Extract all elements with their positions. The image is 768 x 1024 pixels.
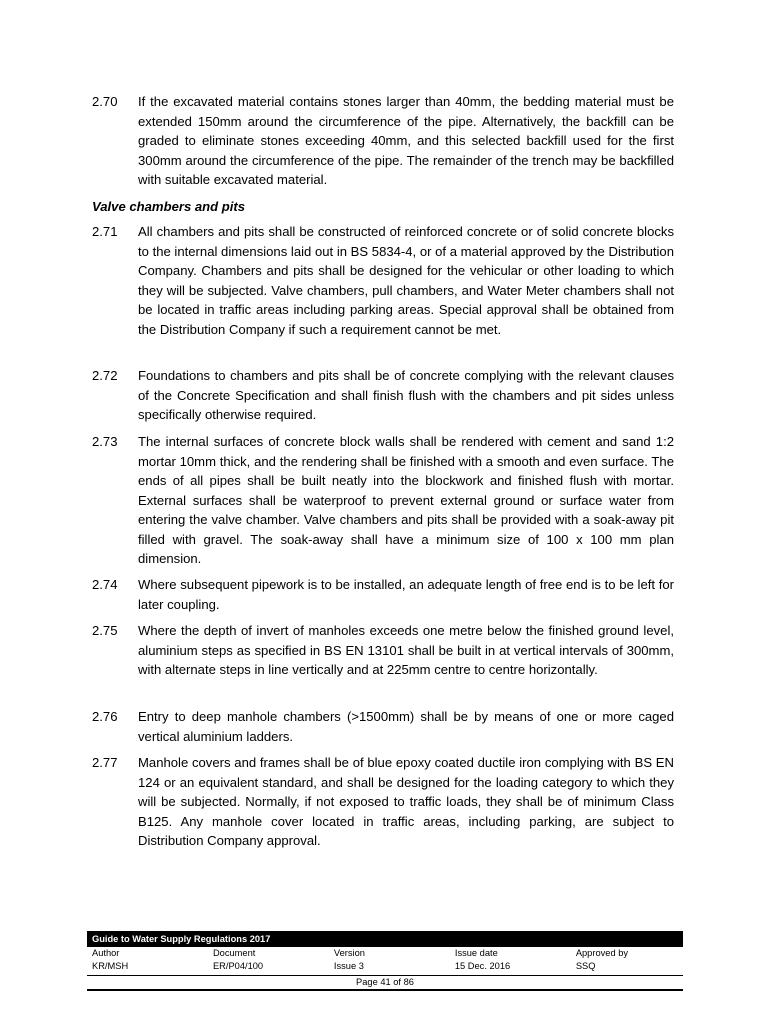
footer-value-version: Issue 3 xyxy=(333,961,364,971)
paragraph-number: 2.75 xyxy=(92,623,118,638)
paragraph-2-77 xyxy=(92,753,674,851)
paragraph-text: Manhole covers and frames shall be of blue epoxy coated ductile iron complying with BS EN 124 or an equivalent standard, and shall be designed for the loading category to which they will be subjected. Normally, if not exposed to traffic loads, they shall be of minimum Class B125. Any manhole cover located in traffic areas, including parking, are subject to Distribution Company approval. xyxy=(138,755,674,848)
paragraph-2-71 xyxy=(92,222,674,339)
paragraph-number: 2.72 xyxy=(92,368,118,383)
footer-labels-row xyxy=(87,947,683,960)
paragraph-2-70 xyxy=(92,92,674,190)
paragraph-2-75 xyxy=(92,621,674,680)
paragraph-text: Foundations to chambers and pits shall be of concrete complying with the relevant clauses of the Concrete Specification and shall finish flush with the chambers and pit sides unless specifically otherwise required. xyxy=(138,368,674,422)
paragraph-text: Entry to deep manhole chambers (>1500mm) shall be by means of one or more caged vertical aluminium ladders. xyxy=(138,709,674,744)
paragraph-number: 2.70 xyxy=(92,94,118,109)
paragraph-number: 2.77 xyxy=(92,755,118,770)
footer-title: Guide to Water Supply Regulations 2017 xyxy=(87,931,683,947)
paragraph-number: 2.76 xyxy=(92,709,118,724)
footer-values-row xyxy=(87,960,683,973)
paragraph-text: If the excavated material contains stones larger than 40mm, the bedding material must be extended 150mm around the circumference of the pipe. Alternatively, the backfill can be graded to eliminate stones exceeding 40mm, and this selected backfill used for the first 300mm around the circumference of the pipe. The remainder of the trench may be backfilled with suitable excavated material. xyxy=(138,94,674,187)
paragraph-2-72 xyxy=(92,366,674,425)
paragraph-2-73 xyxy=(92,432,674,569)
document-footer xyxy=(87,931,683,991)
footer-value-approved-by: SSQ xyxy=(575,961,596,971)
paragraph-number: 2.73 xyxy=(92,434,118,449)
footer-value-author: KR/MSH xyxy=(92,961,129,971)
paragraph-2-74 xyxy=(92,575,674,614)
paragraph-number: 2.71 xyxy=(92,224,118,239)
paragraph-text: Where the depth of invert of manholes exceeds one metre below the finished ground level, aluminium steps as specified in BS EN 13101 shall be built in at vertical intervals of 300mm, with alternate steps in line vertically and at 225mm centre to centre horizontally. xyxy=(138,623,674,677)
paragraph-2-76 xyxy=(92,707,674,746)
page-number: Page 41 of 86 xyxy=(87,976,683,991)
paragraph-number: 2.74 xyxy=(92,577,118,592)
footer-label-author: Author xyxy=(92,948,120,958)
paragraph-text: The internal surfaces of concrete block walls shall be rendered with cement and sand 1:2 mortar 10mm thick, and the rendering shall be finished with a smooth and even surface. The ends of all pipes shall be built neatly into the blockwork and finished flush with mortar. External surfaces shall be waterproof to prevent external ground or surface water from entering the valve chamber. Valve chambers and pits shall be provided with a soak-away pit filled with gravel. The soak-away shall have a minimum size of 100 x 100 mm plan dimension. xyxy=(138,434,674,566)
section-heading: Valve chambers and pits xyxy=(92,199,246,214)
footer-label-version: Version xyxy=(333,948,365,958)
paragraph-text: Where subsequent pipework is to be installed, an adequate length of free end is to be left for later coupling. xyxy=(138,577,674,612)
footer-label-issue-date: Issue date xyxy=(454,948,498,958)
paragraph-text: All chambers and pits shall be constructed of reinforced concrete or of solid concrete blocks to the internal dimensions laid out in BS 5834-4, or of a material approved by the Distribution Company. Chambers and pits shall be designed for the vehicular or other loading to which they will be subjected. Valve chambers, pull chambers, and Water Meter chambers shall not be located in traffic areas including parking areas. Special approval shall be obtained from the Distribution Company if such a requirement cannot be met. xyxy=(138,224,674,337)
footer-label-document: Document xyxy=(212,948,256,958)
footer-value-issue-date: 15 Dec. 2016 xyxy=(454,961,511,971)
footer-value-document: ER/P04/100 xyxy=(212,961,264,971)
footer-label-approved-by: Approved by xyxy=(575,948,629,958)
